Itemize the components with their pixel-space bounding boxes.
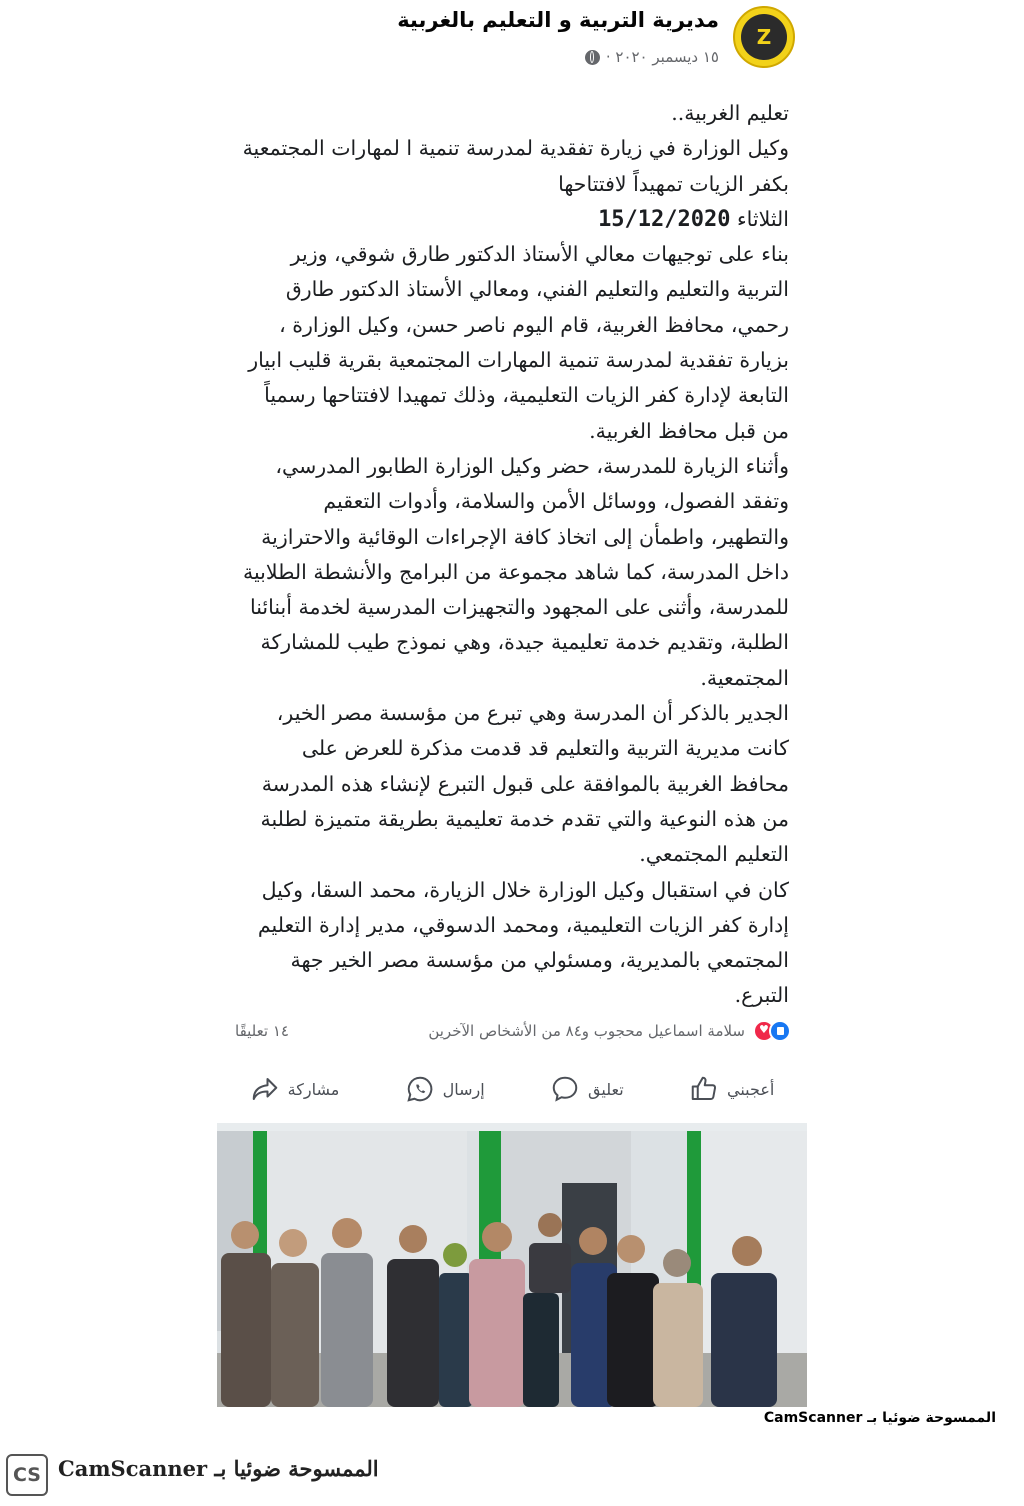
post-line: رحمي، محافظ الغربية، قام اليوم ناصر حسن، وكيل الوزارة ،	[279, 312, 789, 337]
group-photo-illustration	[217, 1123, 807, 1407]
post-line: الجدير بالذكر أن المدرسة وهي تبرع من مؤسسة مصر الخير،	[276, 701, 789, 726]
post-meta	[585, 48, 719, 66]
post-date-line: 15/12/2020	[598, 206, 731, 232]
post-line: المجتمعي بالمديرية، ومسئولي من مؤسسة مصر الخير جهة	[290, 948, 789, 973]
page-avatar[interactable]	[733, 6, 795, 68]
post-line: وكيل الوزارة في زيارة تفقدية لمدرسة تنمية ا لمهارات المجتمعية	[242, 136, 789, 161]
post-line: التعليم المجتمعي.	[639, 842, 789, 867]
post-line: إدارة كفر الزيات التعليمية، ومحمد الدسوقي، مدير إدارة التعليم	[257, 912, 789, 937]
post-line: المجتمعية.	[700, 665, 789, 690]
camscanner-logo-icon: CS	[6, 1454, 48, 1496]
whatsapp-icon	[405, 1074, 435, 1104]
post-line: بكفر الزيات تمهيداً لافتتاحها	[558, 171, 789, 196]
reaction-icons[interactable]	[749, 1020, 791, 1044]
post-date[interactable]: ١٥ ديسمبر ٢٠٢٠ ·	[605, 48, 719, 66]
send-label: إرسال	[442, 1079, 485, 1099]
reactions-summary[interactable]: سلامة اسماعيل محجوب و٨٤ من الأشخاص الآخرين	[428, 1022, 745, 1040]
post-photo[interactable]	[217, 1123, 807, 1407]
avatar-logo: Z	[741, 14, 787, 60]
share-button[interactable]	[250, 1074, 340, 1104]
post-line-date	[239, 202, 789, 237]
day-name: الثلاثاء	[737, 206, 789, 231]
post-line: بزيارة تفقدية لمدرسة تنمية المهارات المجتمعية بقرية قليب ابيار	[248, 348, 789, 373]
post-actions	[217, 1066, 807, 1112]
post-line: محافظ الغربية بالموافقة على قبول التبرع لإنشاء هذه المدرسة	[261, 771, 789, 796]
post-line: والتطهير، واطمأن إلى اتخاذ كافة الإجراءات الوقائية والاحترازية	[261, 524, 789, 549]
post-line: داخل المدرسة، كما شاهد مجموعة من البرامج والأنشطة الطلابية	[242, 559, 789, 584]
post-line: وأثناء الزيارة للمدرسة، حضر وكيل الوزارة الطابور المدرسي،	[275, 453, 789, 478]
like-button[interactable]	[689, 1074, 774, 1104]
post-line: تعليم الغربية..	[671, 101, 789, 125]
page-name[interactable]: مديرية التربية و التعليم بالغربية	[397, 8, 719, 32]
post-line: للمدرسة، وأثنى على المجهود والتجهيزات المدرسية لخدمة أبنائنا	[249, 595, 789, 620]
globe-icon	[585, 50, 600, 65]
post-line: التربية والتعليم والتعليم الفني، ومعالي الأستاذ الدكتور طارق	[285, 277, 789, 302]
post-line: كان في استقبال وكيل الوزارة خلال الزيارة، محمد السقا، وكيل	[261, 877, 789, 902]
like-reaction-icon	[769, 1020, 791, 1042]
share-arrow-icon	[250, 1074, 280, 1104]
post-body	[239, 96, 789, 1014]
thumbs-up-icon	[689, 1074, 719, 1104]
post-line: الطلبة، وتقديم خدمة تعليمية جيدة، وهي نموذج طيب للمشاركة	[260, 630, 789, 655]
comment-icon	[550, 1074, 580, 1104]
post-line: من هذه النوعية والتي تقدم خدمة تعليمية بطريقة متميزة لطلبة	[260, 806, 789, 831]
post-line: وتفقد الفصول، ووسائل الأمن والسلامة، وأدوات التعقيم	[323, 489, 789, 514]
share-label: مشاركة	[287, 1079, 340, 1099]
post-line: بناء على توجيهات معالي الأستاذ الدكتور طارق شوقي، وزير	[290, 242, 789, 267]
send-button[interactable]	[405, 1074, 485, 1104]
comment-button[interactable]	[550, 1074, 624, 1104]
comment-label: تعليق	[588, 1079, 624, 1099]
post-header	[217, 0, 807, 80]
scanner-caption-small: الممسوحة ضوئيا بـ CamScanner	[763, 1410, 996, 1426]
scanner-caption-large: الممسوحة ضوئيا بـ CamScanner	[58, 1456, 379, 1481]
post-line: كانت مديرية التربية والتعليم قد قدمت مذكرة للعرض على	[301, 736, 789, 761]
post-line: التابعة لإدارة كفر الزيات التعليمية، وذلك تمهيدا لافتتاحها رسمياً	[264, 383, 789, 408]
post-line: التبرع.	[734, 983, 789, 1008]
post-line: من قبل محافظ الغربية.	[589, 418, 789, 443]
reactions-bar	[217, 1016, 807, 1050]
facebook-post-card	[217, 0, 807, 1118]
like-label: أعجبني	[727, 1079, 775, 1099]
comments-count[interactable]: ١٤ تعليقًا	[235, 1022, 289, 1040]
